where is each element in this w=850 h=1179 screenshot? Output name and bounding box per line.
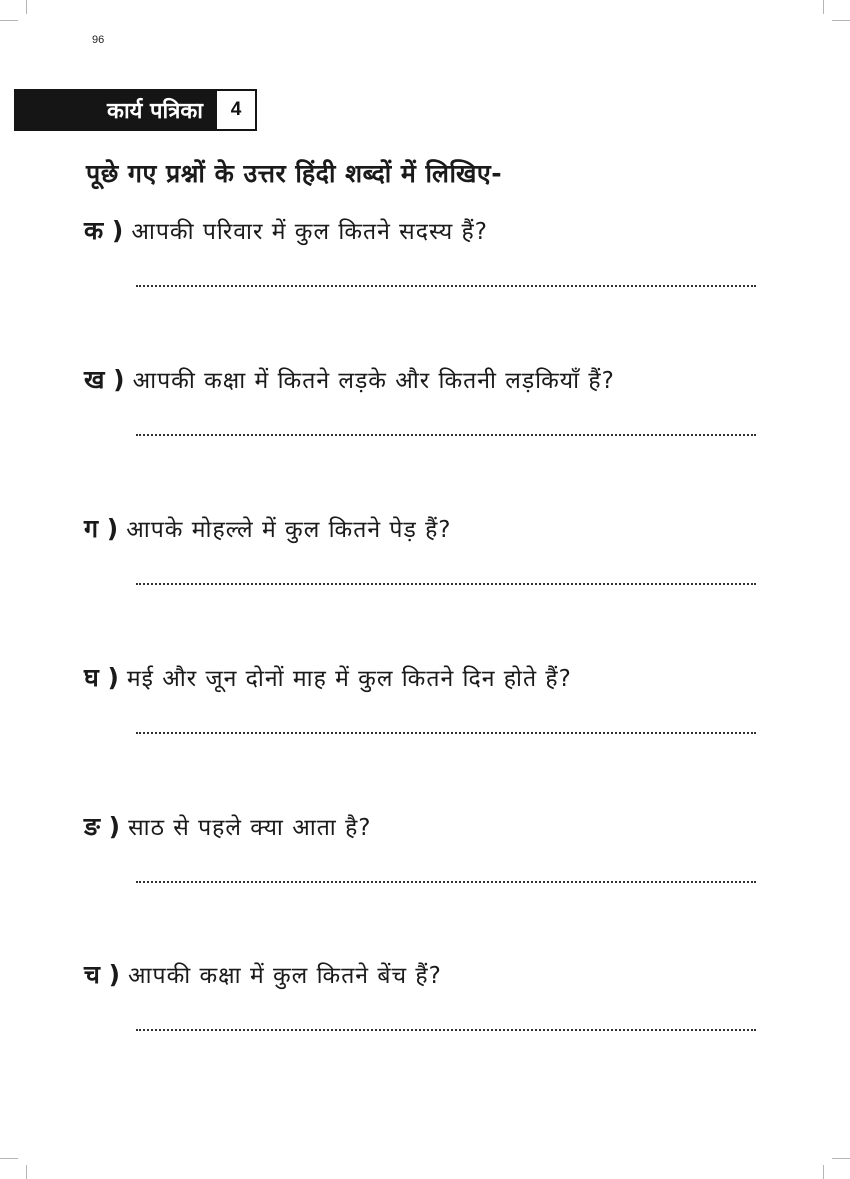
answer-line[interactable] [136,285,756,287]
question-marker: च ) [84,960,121,989]
question-text: साठ से पहले क्या आता है? [128,815,372,841]
question-kha [84,362,784,402]
crop-mark-top-right-v [823,0,824,14]
question-gha [84,660,784,700]
question-text: मई और जून दोनों माह में कुल कितने दिन होते हैं? [126,666,572,692]
question-ga [84,511,784,551]
answer-line[interactable] [136,732,756,734]
page-number: 96 [92,34,105,46]
instruction-heading: पूछे गए प्रश्नों के उत्तर हिंदी शब्दों में लिखिए- [86,159,503,188]
question-marker: घ ) [84,663,119,692]
worksheet-number: 4 [217,89,257,131]
crop-mark-bottom-left-v [26,1165,27,1179]
question-marker: ख ) [84,365,125,394]
answer-line[interactable] [136,583,756,585]
question-marker: ङ ) [84,812,121,841]
question-cha [84,957,784,997]
worksheet-title: कार्य पत्रिका [14,89,217,131]
question-nga [84,809,784,849]
question-marker: क ) [84,216,124,245]
crop-mark-top-left-h [0,20,18,21]
answer-line[interactable] [136,434,756,436]
worksheet-header [14,89,257,131]
crop-mark-bottom-right-h [832,1158,850,1159]
crop-mark-bottom-right-v [823,1165,824,1179]
question-ka [84,213,784,253]
answer-line[interactable] [136,881,756,883]
crop-mark-top-left-v [26,0,27,14]
crop-mark-top-right-h [832,20,850,21]
question-text: आपकी परिवार में कुल कितने सदस्य हैं? [131,219,488,245]
question-text: आपके मोहल्ले में कुल कितने पेड़ हैं? [126,517,452,543]
answer-line[interactable] [136,1029,756,1031]
question-marker: ग ) [84,514,119,543]
question-text: आपकी कक्षा में कितने लड़के और कितनी लड़कियाँ हैं? [132,368,615,394]
question-text: आपकी कक्षा में कुल कितने बेंच हैं? [128,963,442,989]
crop-mark-bottom-left-h [0,1158,18,1159]
